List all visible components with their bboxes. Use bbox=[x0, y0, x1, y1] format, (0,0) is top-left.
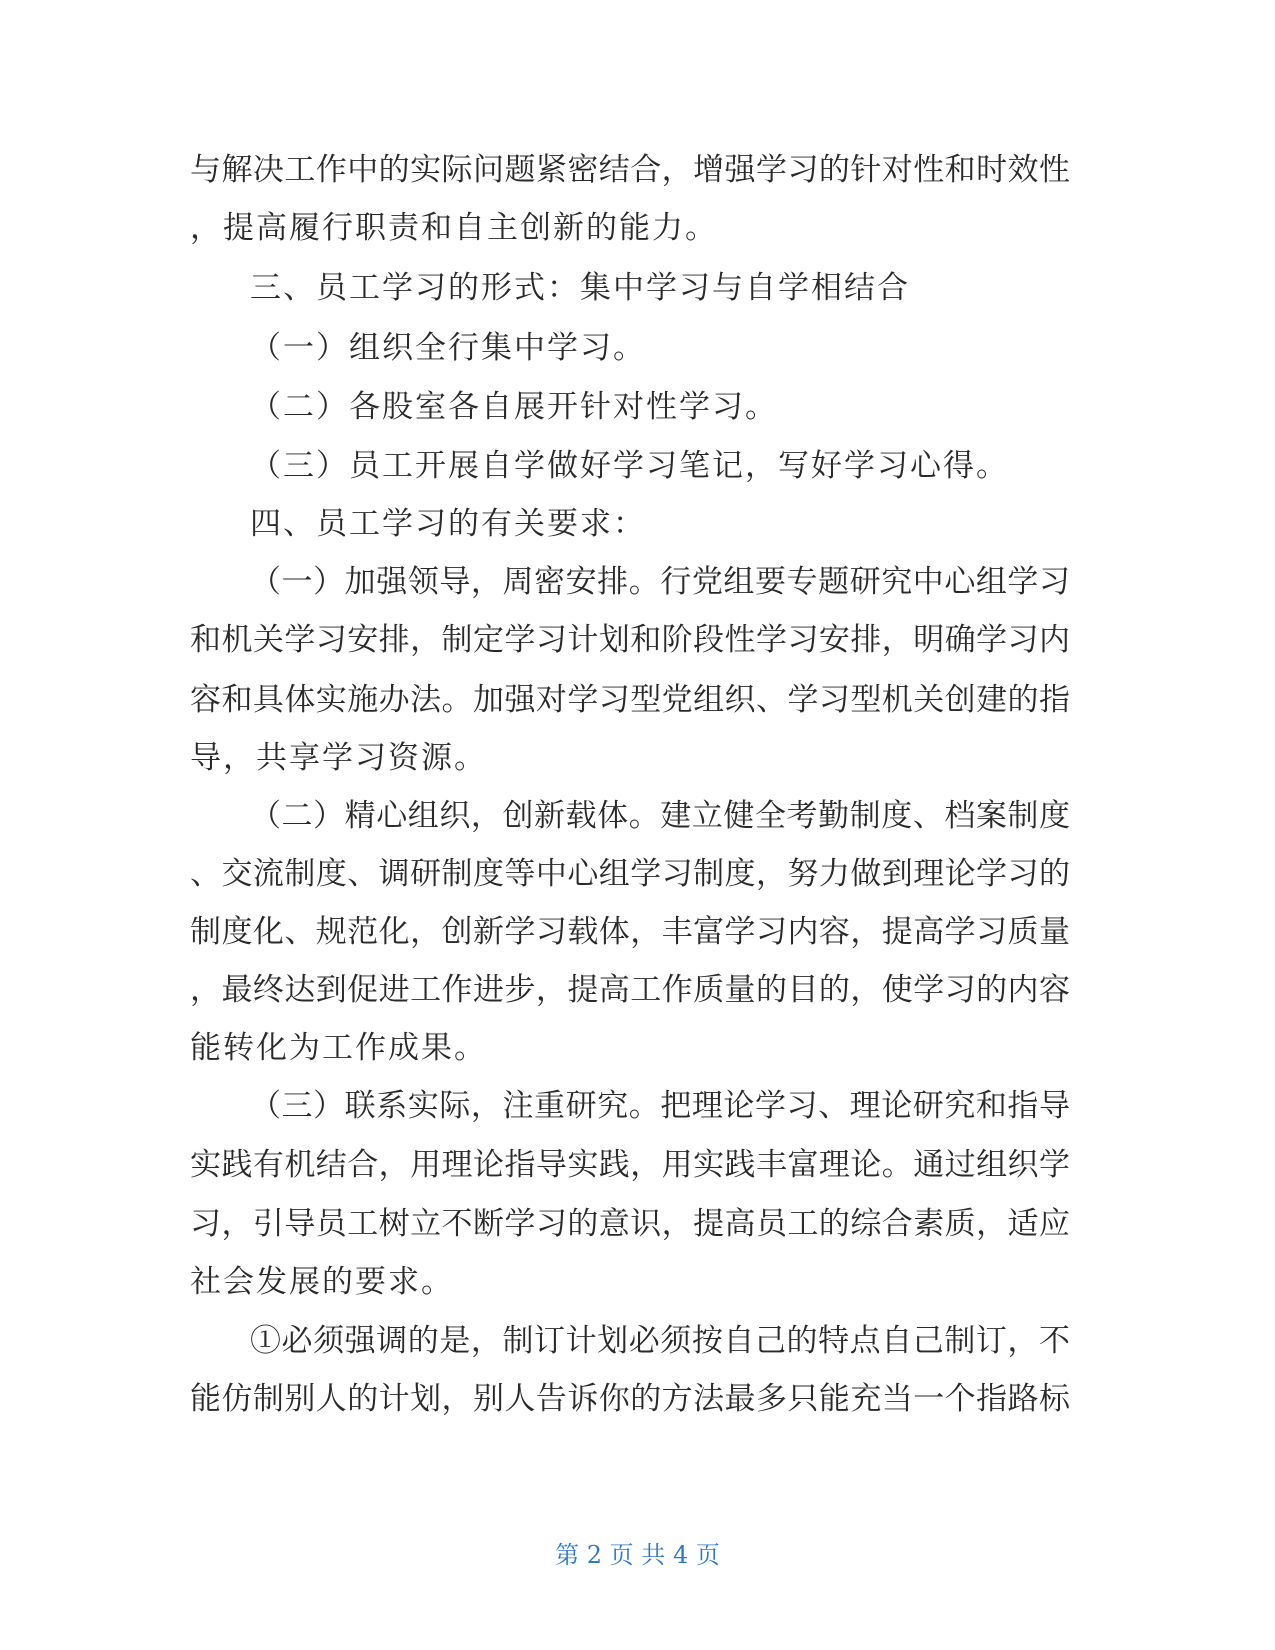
paragraph-line: （二）精心组织，创新载体。建立健全考勤制度、档案制度 bbox=[250, 798, 1070, 834]
paragraph-line: 和机关学习安排，制定学习计划和阶段性学习安排，明确学习内 bbox=[190, 622, 1070, 658]
list-item: （三）员工开展自学做好学习笔记，写好学习心得。 bbox=[250, 448, 1009, 484]
paragraph-line: 习，引导员工树立不断学习的意识，提高员工的综合素质，适应 bbox=[190, 1206, 1070, 1242]
paragraph-line: 导，共享学习资源。 bbox=[190, 740, 487, 776]
list-item: （一）组织全行集中学习。 bbox=[250, 330, 646, 366]
paragraph-line: ①必须强调的是，制订计划必须按自己的特点自己制订，不 bbox=[250, 1323, 1070, 1359]
section-heading: 四、员工学习的有关要求： bbox=[250, 506, 646, 542]
paragraph-line: ，提高履行职责和自主创新的能力。 bbox=[190, 210, 718, 246]
section-heading: 三、员工学习的形式：集中学习与自学相结合 bbox=[250, 270, 910, 306]
paragraph-line: （一）加强领导，周密安排。行党组要专题研究中心组学习 bbox=[250, 564, 1070, 600]
paragraph-line: 能转化为工作成果。 bbox=[190, 1030, 487, 1066]
paragraph-line: 实践有机结合，用理论指导实践，用实践丰富理论。通过组织学 bbox=[190, 1147, 1070, 1183]
paragraph-line: （三）联系实际，注重研究。把理论学习、理论研究和指导 bbox=[250, 1088, 1070, 1124]
paragraph-line: 能仿制别人的计划，别人告诉你的方法最多只能充当一个指路标 bbox=[190, 1381, 1070, 1417]
paragraph-line: 与解决工作中的实际问题紧密结合，增强学习的针对性和时效性 bbox=[190, 152, 1070, 188]
paragraph-line: ，最终达到促进工作进步，提高工作质量的目的，使学习的内容 bbox=[190, 972, 1070, 1008]
paragraph-line: 容和具体实施办法。加强对学习型党组织、学习型机关创建的指 bbox=[190, 682, 1070, 718]
paragraph-line: 、交流制度、调研制度等中心组学习制度，努力做到理论学习的 bbox=[190, 856, 1070, 892]
list-item: （二）各股室各自展开针对性学习。 bbox=[250, 389, 778, 425]
page-number-footer: 第 2 页 共 4 页 bbox=[555, 1541, 720, 1569]
paragraph-line: 社会发展的要求。 bbox=[190, 1264, 454, 1300]
paragraph-line: 制度化、规范化，创新学习载体，丰富学习内容，提高学习质量 bbox=[190, 914, 1070, 950]
